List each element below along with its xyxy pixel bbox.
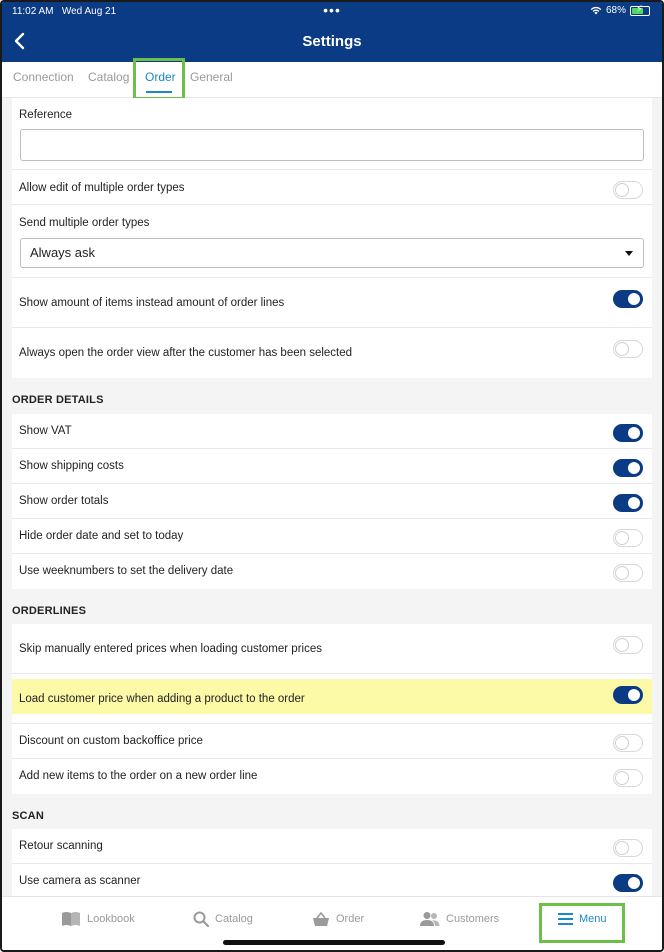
new-order-line-toggle[interactable] xyxy=(613,769,643,787)
new-order-line-label: Add new items to the order on a new order line xyxy=(19,770,258,782)
nav-menu[interactable] xyxy=(558,907,607,931)
show-amount-toggle[interactable] xyxy=(613,290,643,308)
show-totals-row xyxy=(12,484,652,519)
show-shipping-toggle[interactable] xyxy=(613,459,643,477)
skip-manual-prices-label: Skip manually entered prices when loading customer prices xyxy=(19,643,322,655)
show-totals-label: Show order totals xyxy=(19,495,109,507)
active-tab-indicator xyxy=(146,91,172,93)
tab-bar xyxy=(2,62,662,98)
retour-scanning-toggle[interactable] xyxy=(613,839,643,857)
show-amount-label: Show amount of items instead amount of order lines xyxy=(19,297,285,309)
send-multiple-label: Send multiple order types xyxy=(19,217,150,229)
discount-backoffice-label: Discount on custom backoffice price xyxy=(19,735,203,747)
camera-scanner-row xyxy=(12,864,652,900)
show-vat-toggle[interactable] xyxy=(613,424,643,442)
camera-scanner-toggle[interactable] xyxy=(613,874,643,892)
tab-connection[interactable]: Connection xyxy=(13,70,74,84)
page-title: Settings xyxy=(302,33,362,50)
hide-order-date-toggle[interactable] xyxy=(613,529,643,547)
show-vat-row xyxy=(12,414,652,449)
nav-lookbook-label: Lookbook xyxy=(87,913,135,925)
discount-backoffice-toggle[interactable] xyxy=(613,734,643,752)
discount-backoffice-row xyxy=(12,724,652,759)
nav-lookbook[interactable] xyxy=(61,907,135,931)
scan-header: SCAN xyxy=(12,810,44,822)
home-indicator[interactable] xyxy=(223,940,445,945)
always-open-row xyxy=(12,328,652,378)
top-bar xyxy=(2,2,662,62)
nav-order[interactable] xyxy=(312,907,364,931)
status-time: 11:02 AM Wed Aug 21 xyxy=(12,6,117,17)
reference-row xyxy=(12,98,652,170)
camera-scanner-label: Use camera as scanner xyxy=(19,875,141,887)
send-multiple-row xyxy=(12,205,652,278)
menu-icon xyxy=(558,913,573,925)
skip-manual-prices-toggle[interactable] xyxy=(613,636,643,654)
load-customer-price-toggle[interactable] xyxy=(613,686,643,704)
show-totals-toggle[interactable] xyxy=(613,494,643,512)
allow-multiple-row xyxy=(12,170,652,205)
send-multiple-select[interactable] xyxy=(20,238,644,268)
search-icon xyxy=(193,911,209,927)
tab-order[interactable]: Order xyxy=(145,70,176,84)
scan-card xyxy=(12,829,652,900)
always-open-label: Always open the order view after the customer has been selected xyxy=(19,347,353,359)
nav-order-label: Order xyxy=(336,913,365,925)
allow-multiple-toggle[interactable] xyxy=(613,181,643,199)
tab-catalog[interactable]: Catalog xyxy=(88,70,130,84)
orderlines-card xyxy=(12,624,652,794)
general-settings-card xyxy=(12,98,652,378)
nav-catalog-label: Catalog xyxy=(215,913,253,925)
new-order-line-row xyxy=(12,759,652,794)
nav-catalog[interactable] xyxy=(193,907,253,931)
book-icon xyxy=(61,911,81,927)
users-icon xyxy=(420,911,440,927)
status-right xyxy=(590,5,650,16)
nav-customers[interactable] xyxy=(420,907,499,931)
settings-content xyxy=(2,98,662,896)
weeknumbers-toggle[interactable] xyxy=(613,564,643,582)
multitask-dots: ••• xyxy=(323,2,341,18)
wifi-icon xyxy=(590,6,602,15)
reference-input[interactable] xyxy=(20,129,644,161)
order-details-header: ORDER DETAILS xyxy=(12,394,104,406)
skip-manual-prices-row xyxy=(12,624,652,674)
basket-icon xyxy=(312,911,330,927)
show-vat-label: Show VAT xyxy=(19,425,72,437)
orderlines-header: ORDERLINES xyxy=(12,605,87,617)
always-open-toggle[interactable] xyxy=(613,340,643,358)
order-details-card xyxy=(12,414,652,589)
battery-percent: 68% xyxy=(605,5,626,16)
retour-scanning-row xyxy=(12,829,652,864)
weeknumbers-row xyxy=(12,554,652,589)
reference-label: Reference xyxy=(19,109,73,121)
weeknumbers-label: Use weeknumbers to set the delivery date xyxy=(19,565,234,577)
tab-general[interactable]: General xyxy=(190,70,233,84)
show-shipping-row xyxy=(12,449,652,484)
nav-menu-label: Menu xyxy=(579,913,607,925)
retour-scanning-label: Retour scanning xyxy=(19,840,103,852)
show-shipping-label: Show shipping costs xyxy=(19,460,124,472)
hide-order-date-row xyxy=(12,519,652,554)
dropdown-caret-icon xyxy=(625,251,633,256)
show-amount-row xyxy=(12,278,652,328)
battery-icon: ⚡ xyxy=(630,6,650,16)
nav-customers-label: Customers xyxy=(446,913,500,925)
status-bar xyxy=(2,2,662,20)
load-customer-price-row xyxy=(12,674,652,724)
hide-order-date-label: Hide order date and set to today xyxy=(19,530,184,542)
allow-multiple-label: Allow edit of multiple order types xyxy=(19,182,185,194)
send-multiple-value: Always ask xyxy=(30,245,96,260)
load-customer-price-label: Load customer price when adding a product to the order xyxy=(19,693,305,705)
